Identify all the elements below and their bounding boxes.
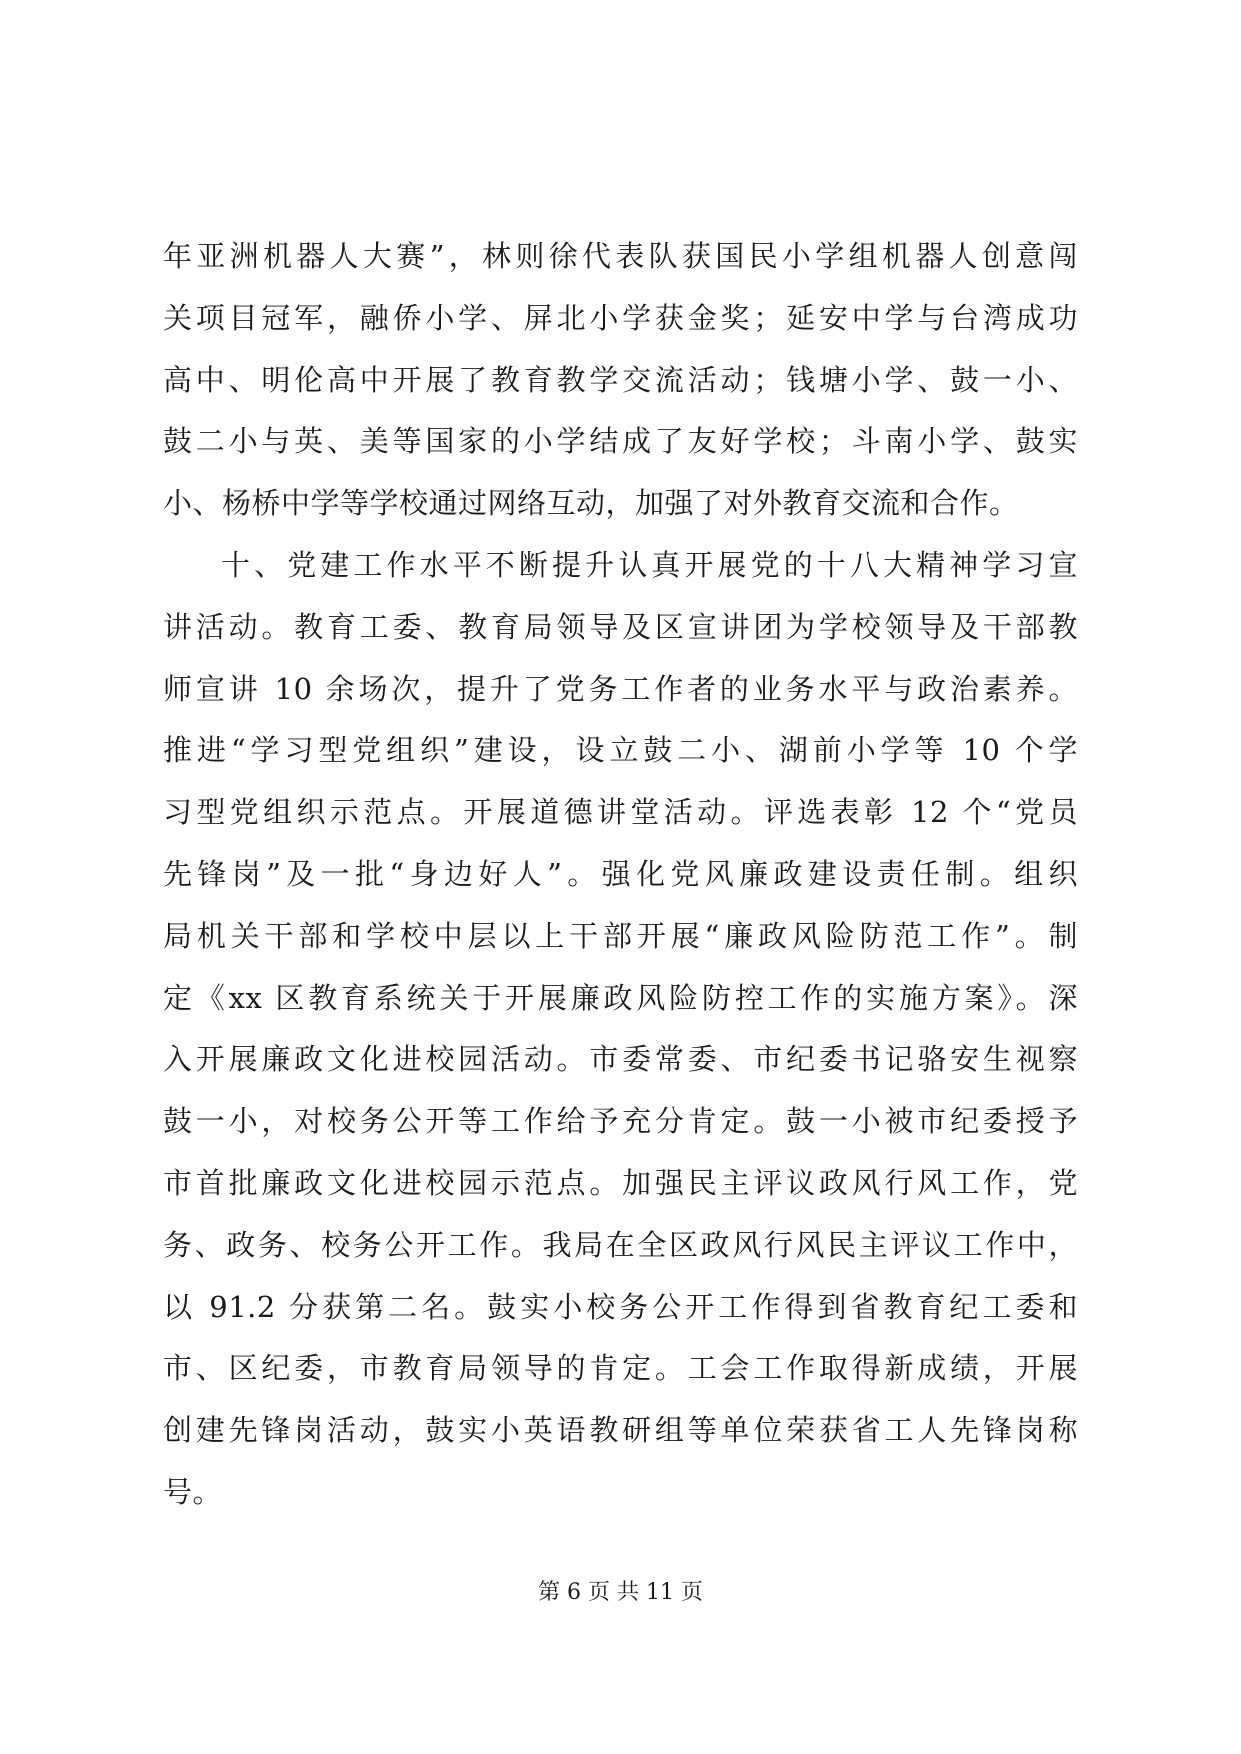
text-line: 关项目冠军，融侨小学、屏北小学获金奖；延安中学与台湾成功 — [163, 300, 1078, 335]
text-line: 年亚洲机器人大赛”，林则徐代表队获国民小学组机器人创意闯 — [163, 239, 1078, 273]
text-line: 鼓二小与英、美等国家的小学结成了友好学校；斗南小学、鼓实 — [163, 424, 1078, 459]
text-line: 市首批廉政文化进校园示范点。加强民主评议政风行风工作，党 — [163, 1165, 1078, 1200]
text-line: 习型党组织示范点。开展道德讲堂活动。评选表彰 12 个“党员 — [163, 795, 1078, 830]
text-line: 局机关干部和学校中层以上干部开展“廉政风险防范工作”。制 — [163, 918, 1078, 953]
text-line: 小、杨桥中学等学校通过网络互动，加强了对外教育交流和合作。 — [163, 486, 1019, 521]
text-line: 先锋岗”及一批“身边好人”。强化党风廉政建设责任制。组织 — [163, 856, 1078, 891]
section-heading-line: 十、党建工作水平不断提升认真开展党的十八大精神学习宣 — [221, 547, 1078, 582]
text-line: 入开展廉政文化进校园活动。市委常委、市纪委书记骆安生视察 — [163, 1042, 1078, 1077]
text-line: 定《xx 区教育系统关于开展廉政风险防控工作的实施方案》。深 — [163, 980, 1078, 1015]
text-line: 市、区纪委，市教育局领导的肯定。工会工作取得新成绩，开展 — [163, 1351, 1078, 1386]
text-line: 号。 — [163, 1474, 223, 1509]
text-line: 讲活动。教育工委、教育局领导及区宣讲团为学校领导及干部教 — [163, 609, 1078, 644]
text-line: 创建先锋岗活动，鼓实小英语教研组等单位荣获省工人先锋岗称 — [163, 1413, 1078, 1448]
page-number-footer: 第 6 页 共 11 页 — [538, 1580, 703, 1605]
text-line: 推进“学习型党组织”建设，设立鼓二小、湖前小学等 10 个学 — [163, 733, 1078, 768]
text-line: 师宣讲 10 余场次，提升了党务工作者的业务水平与政治素养。 — [163, 671, 1078, 706]
text-line: 以 91.2 分获第二名。鼓实小校务公开工作得到省教育纪工委和 — [163, 1289, 1078, 1324]
text-line: 鼓一小，对校务公开等工作给予充分肯定。鼓一小被市纪委授予 — [163, 1104, 1078, 1139]
text-line: 务、政务、校务公开工作。我局在全区政风行风民主评议工作中， — [163, 1227, 1078, 1262]
text-line: 高中、明伦高中开展了教育教学交流活动；钱塘小学、鼓一小、 — [163, 362, 1078, 397]
body-text — [163, 226, 1078, 1524]
